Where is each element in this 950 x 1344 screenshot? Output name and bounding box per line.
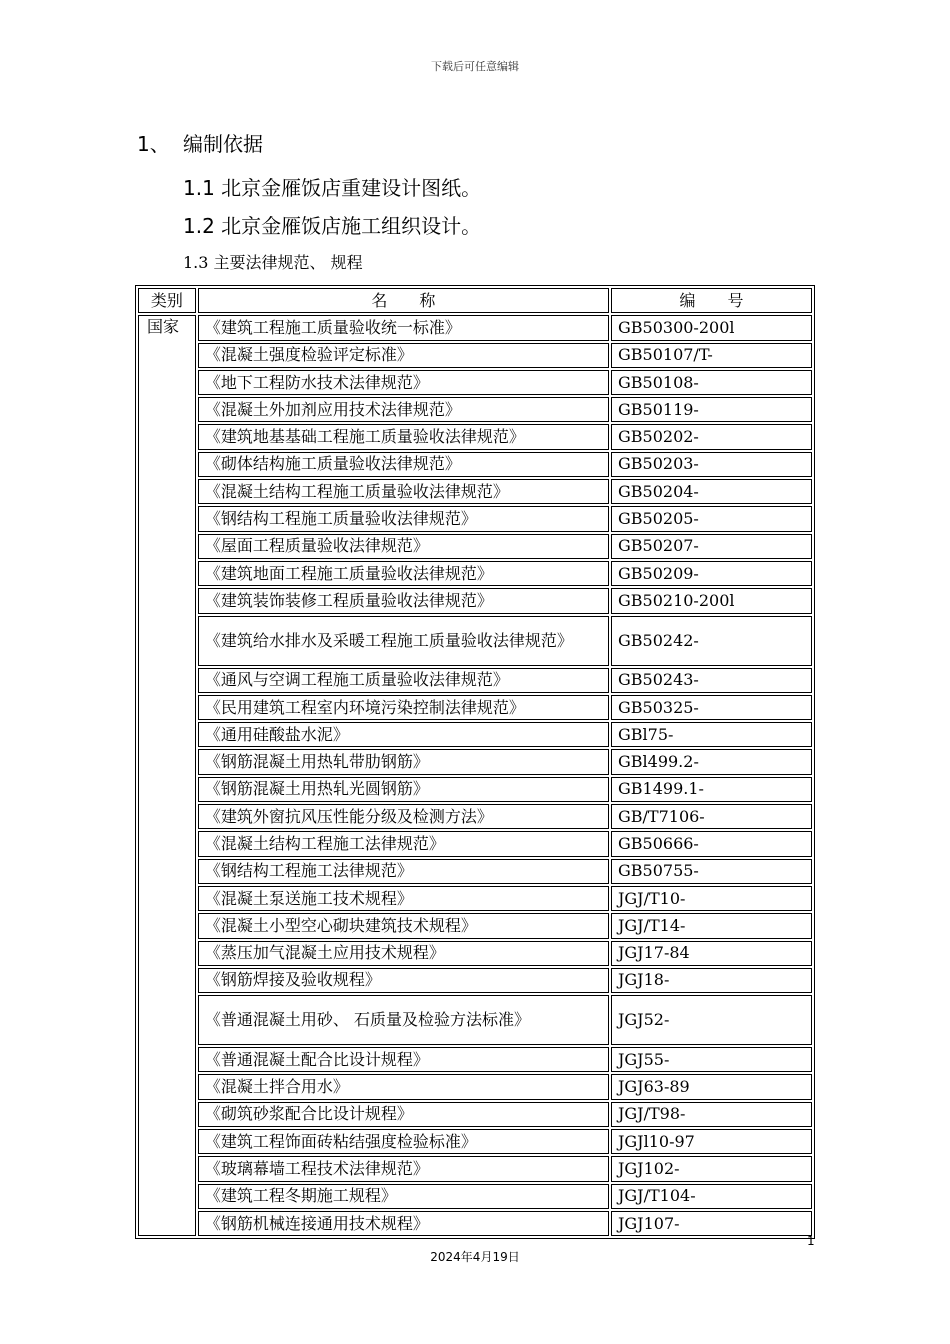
table-row <box>138 804 812 829</box>
table-row <box>138 616 812 666</box>
norm-name-cell: 《钢筋机械连接通用技术规程》 <box>198 1211 609 1236</box>
norms-table <box>135 285 815 1239</box>
norm-code-cell: GB50325- <box>611 695 812 720</box>
table-row <box>138 343 812 368</box>
norm-code-cell: JGJ63-89 <box>611 1074 812 1099</box>
norm-code-cell: JGJ/T98- <box>611 1102 812 1127</box>
norm-name-cell: 《民用建筑工程室内环境污染控制法律规范》 <box>198 695 609 720</box>
norm-code-cell: JGJ/T104- <box>611 1184 812 1209</box>
norm-code-cell: GBl499.2- <box>611 749 812 774</box>
norm-name-cell: 《建筑给水排水及采暖工程施工质量验收法律规范》 <box>198 616 609 666</box>
norm-name-cell: 《地下工程防水技术法律规范》 <box>198 370 609 395</box>
norm-name-cell: 《普通混凝土用砂、 石质量及检验方法标准》 <box>198 995 609 1045</box>
norm-name-cell: 《普通混凝土配合比设计规程》 <box>198 1047 609 1072</box>
norm-code-cell: JGJl10-97 <box>611 1129 812 1154</box>
norm-name-cell: 《通风与空调工程施工质量验收法律规范》 <box>198 668 609 693</box>
table-row <box>138 1074 812 1099</box>
norm-name-cell: 《混凝土结构工程施工质量验收法律规范》 <box>198 479 609 504</box>
norm-name-cell: 《建筑工程冬期施工规程》 <box>198 1184 609 1209</box>
norm-code-cell: GB50210-200l <box>611 588 812 613</box>
table-row <box>138 1184 812 1209</box>
table-row <box>138 831 812 856</box>
page-header: 下载后可任意编辑 <box>431 60 519 73</box>
norm-code-cell: GB50207- <box>611 534 812 559</box>
norm-code-cell: JGJ18- <box>611 968 812 993</box>
section-number: 1、 <box>137 132 170 156</box>
norm-name-cell: 《砌体结构施工质量验收法律规范》 <box>198 452 609 477</box>
norm-name-cell: 《建筑装饰装修工程质量验收法律规范》 <box>198 588 609 613</box>
norm-name-cell: 《钢结构工程施工质量验收法律规范》 <box>198 506 609 531</box>
table-row <box>138 588 812 613</box>
table-row <box>138 722 812 747</box>
table-row <box>138 397 812 422</box>
table-row <box>138 968 812 993</box>
table-row <box>138 995 812 1045</box>
norm-name-cell: 《砌筑砂浆配合比设计规程》 <box>198 1102 609 1127</box>
table-row <box>138 1211 812 1236</box>
norm-code-cell: JGJ/T14- <box>611 913 812 938</box>
table-row <box>138 424 812 449</box>
norm-code-cell: GB50666- <box>611 831 812 856</box>
norm-name-cell: 《混凝土结构工程施工法律规范》 <box>198 831 609 856</box>
section-heading <box>137 128 263 157</box>
norm-code-cell: JGJ17-84 <box>611 941 812 966</box>
norm-code-cell: GB50203- <box>611 452 812 477</box>
norm-code-cell: GB50243- <box>611 668 812 693</box>
table-row <box>138 534 812 559</box>
norm-code-cell: GB1499.1- <box>611 777 812 802</box>
table-row <box>138 1102 812 1127</box>
norm-name-cell: 《钢筋混凝土用热轧带肋钢筋》 <box>198 749 609 774</box>
table-header-row <box>138 288 812 313</box>
norm-code-cell: JGJ107- <box>611 1211 812 1236</box>
norm-code-cell: GB50119- <box>611 397 812 422</box>
norm-code-cell: GB50202- <box>611 424 812 449</box>
norm-name-cell: 《建筑地面工程施工质量验收法律规范》 <box>198 561 609 586</box>
norm-code-cell: GB/T7106- <box>611 804 812 829</box>
norm-name-cell: 《建筑地基基础工程施工质量验收法律规范》 <box>198 424 609 449</box>
table-row <box>138 370 812 395</box>
norm-name-cell: 《混凝土泵送施工技术规程》 <box>198 886 609 911</box>
table-row <box>138 452 812 477</box>
section-title: 编制依据 <box>183 132 263 156</box>
norm-code-cell: JGJ55- <box>611 1047 812 1072</box>
table-row <box>138 479 812 504</box>
norm-name-cell: 《钢筋混凝土用热轧光圆钢筋》 <box>198 777 609 802</box>
page-footer-date: 2024年4月19日 <box>430 1250 520 1264</box>
table-row <box>138 941 812 966</box>
norm-code-cell: GB50300-200l <box>611 315 812 340</box>
header-category: 类别 <box>138 288 196 313</box>
item-design-drawings: 1.1 北京金雁饭店重建设计图纸。 <box>183 176 482 200</box>
norm-code-cell: GB50205- <box>611 506 812 531</box>
norm-code-cell: GB50108- <box>611 370 812 395</box>
table-row <box>138 859 812 884</box>
norm-name-cell: 《钢结构工程施工法律规范》 <box>198 859 609 884</box>
header-code: 编 号 <box>611 288 812 313</box>
table-row <box>138 1156 812 1181</box>
norm-name-cell: 《玻璃幕墙工程技术法律规范》 <box>198 1156 609 1181</box>
table-row <box>138 913 812 938</box>
norm-name-cell: 《蒸压加气混凝土应用技术规程》 <box>198 941 609 966</box>
norm-name-cell: 《建筑外窗抗风压性能分级及检测方法》 <box>198 804 609 829</box>
norm-name-cell: 《混凝土强度检验评定标准》 <box>198 343 609 368</box>
table-row <box>138 668 812 693</box>
norm-code-cell: GB50107/T- <box>611 343 812 368</box>
norm-name-cell: 《钢筋焊接及验收规程》 <box>198 968 609 993</box>
norm-name-cell: 《混凝土外加剂应用技术法律规范》 <box>198 397 609 422</box>
table-row <box>138 1047 812 1072</box>
norm-code-cell: GBl75- <box>611 722 812 747</box>
item-construction-design: 1.2 北京金雁饭店施工组织设计。 <box>183 214 482 238</box>
table-row <box>138 561 812 586</box>
norm-name-cell: 《混凝土拌合用水》 <box>198 1074 609 1099</box>
table-row <box>138 777 812 802</box>
table-row <box>138 506 812 531</box>
norm-code-cell: GB50242- <box>611 616 812 666</box>
norm-code-cell: GB50209- <box>611 561 812 586</box>
norm-code-cell: JGJ102- <box>611 1156 812 1181</box>
norm-name-cell: 《通用硅酸盐水泥》 <box>198 722 609 747</box>
table-row <box>138 695 812 720</box>
norm-name-cell: 《混凝土小型空心砌块建筑技术规程》 <box>198 913 609 938</box>
norm-name-cell: 《屋面工程质量验收法律规范》 <box>198 534 609 559</box>
norm-code-cell: JGJ52- <box>611 995 812 1045</box>
page-number: 1 <box>807 1234 815 1248</box>
table-row <box>138 1129 812 1154</box>
norm-name-cell: 《建筑工程施工质量验收统一标准》 <box>198 315 609 340</box>
subsection-heading: 1.3 主要法律规范、 规程 <box>183 253 363 272</box>
norm-code-cell: GB50755- <box>611 859 812 884</box>
norm-name-cell: 《建筑工程饰面砖粘结强度检验标准》 <box>198 1129 609 1154</box>
table-row <box>138 315 812 340</box>
table-row <box>138 749 812 774</box>
category-cell: 国家 <box>138 315 196 1236</box>
table-row <box>138 886 812 911</box>
norm-code-cell: GB50204- <box>611 479 812 504</box>
norm-code-cell: JGJ/T10- <box>611 886 812 911</box>
header-name: 名 称 <box>198 288 609 313</box>
